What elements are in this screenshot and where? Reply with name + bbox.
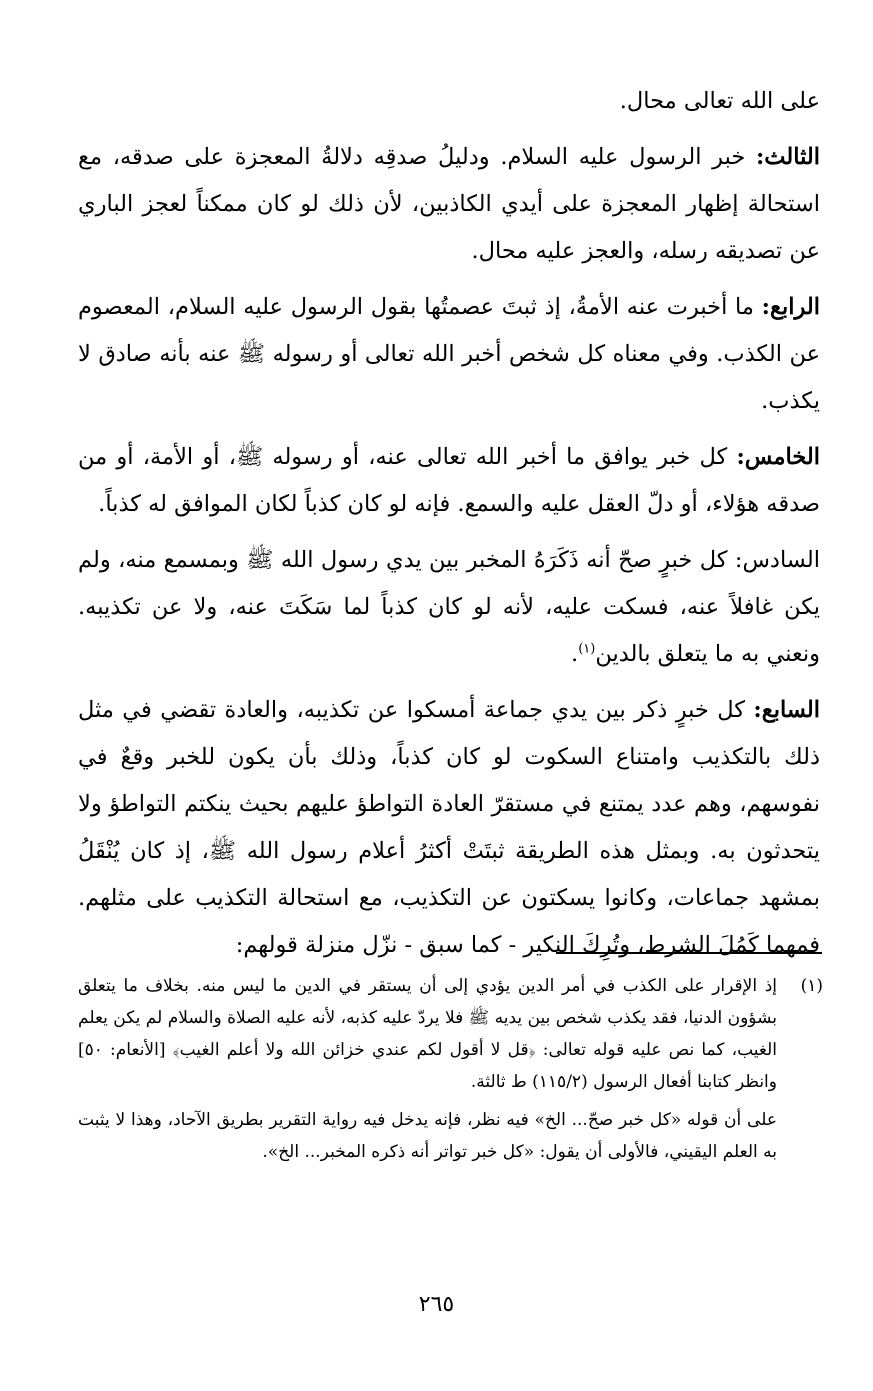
footnote-number: (١) bbox=[800, 976, 823, 996]
paragraph-heading: الرابع: bbox=[761, 294, 820, 320]
paragraph-third bbox=[78, 134, 820, 275]
paragraph-sixth bbox=[78, 537, 820, 678]
footnote-paragraph: على أن قوله «كل خبر صحّ... الخ» فيه نظر، فإنه يدخل فيه رواية التقرير بطريق الآحاد، وهذا لا يثبت به العلم اليقيني، فالأولى أن يقول: «كل خبر تواتر أنه ذكره المخبر... الخ». bbox=[78, 1110, 777, 1162]
footnote-reference[interactable]: (١) bbox=[578, 641, 596, 657]
paragraph-seventh bbox=[78, 687, 820, 969]
paragraph-fifth bbox=[78, 434, 820, 528]
paragraph-fourth bbox=[78, 284, 820, 425]
footnote-paragraph: إذ الإقرار على الكذب في أمر الدين يؤدي إلى أن يستقر في الدين ما ليس منه. بخلاف ما يتعلق بشؤون الدنيا، فقد يكذب شخص بين يديه ﷺ فلا يردّ عليه كذبه، لأنه عليه الصلاة والسلام لم يكن يعلم الغيب، كما نص عليه قوله تعالى: ﴿قل لا أقول لكم عندي خزائن الله ولا أعلم الغيب﴾ [الأنعام: ٥٠] وانظر كتابنا أفعال الرسول (١١٥/٢) ط ثالثة. bbox=[78, 976, 777, 1092]
paragraph-text: على الله تعالى محال. bbox=[619, 88, 820, 114]
paragraph-intro bbox=[78, 78, 820, 125]
main-text bbox=[78, 78, 820, 978]
paragraph-end: . bbox=[571, 641, 579, 667]
paragraph-text: ما أخبرت عنه الأمةُ، إذ ثبتَ عصمتُها بقول الرسول عليه السلام، المعصوم عن الكذب. وفي معناه كل شخص أخبر الله تعالى أو رسوله ﷺ عنه بأنه صادق لا يكذب. bbox=[78, 294, 820, 414]
footnote-body bbox=[78, 970, 777, 1174]
footnote-row bbox=[78, 970, 823, 1174]
paragraph-text: كل خبر يوافق ما أخبر الله تعالى عنه، أو رسوله ﷺ، أو الأمة، أو من صدقه هؤلاء، أو دلّ العقل عليه والسمع. فإنه لو كان كذباً لكان الموافق له كذباً. bbox=[78, 444, 820, 517]
footnote-divider bbox=[556, 952, 822, 954]
paragraph-text: كل خبرٍ صحّ أنه ذَكَرَهُ المخبر بين يدي رسول الله ﷺ وبمسمع منه، ولم يكن غافلاً عنه، فسكت عليه، لأنه لو كان كذباً لما سَكَتَ عنه، ولا عن تكذيبه. ونعني به ما يتعلق بالدين bbox=[78, 547, 820, 667]
footnote bbox=[78, 970, 823, 1174]
paragraph-heading: السابع: bbox=[753, 697, 820, 723]
paragraph-text: خبر الرسول عليه السلام. ودليلُ صدقِه دلالةُ المعجزة على صدقه، مع استحالة إظهار المعجزة على أيدي الكاذبين، لأن ذلك لو كان ممكناً لعجز الباري عن تصديقه رسله، والعجز عليه محال. bbox=[78, 144, 820, 264]
paragraph-text: كل خبرٍ ذكر بين يدي جماعة أمسكوا عن تكذيبه، والعادة تقضي في مثل ذلك بالتكذيب وامتناع السكوت لو كان كذباً، وذلك بأن يكون للخبر وقعٌ في نفوسهم، وهم عدد يمتنع في مستقرّ العادة التواطؤ عليهم بحيث ينكتم التواطؤ ولا يتحدثون به. وبمثل هذه الطريقة ثبتَتْ أكثرُ أعلام رسول الله ﷺ، إذ كان يُنْقَلُ بمشهد جماعات، وكانوا يسكتون عن التكذيب، مع استحالة التكذيب على مثلهم. فمهما كَمُلَ الشرط، وتُرِكَ النكير - كما سبق - نزّل منزلة قولهم: bbox=[78, 697, 820, 958]
page-number: ٢٦٥ bbox=[418, 1292, 455, 1317]
paragraph-heading: الثالث: bbox=[755, 144, 820, 170]
paragraph-heading: السادس: bbox=[734, 547, 820, 573]
paragraph-heading: الخامس: bbox=[736, 444, 820, 470]
